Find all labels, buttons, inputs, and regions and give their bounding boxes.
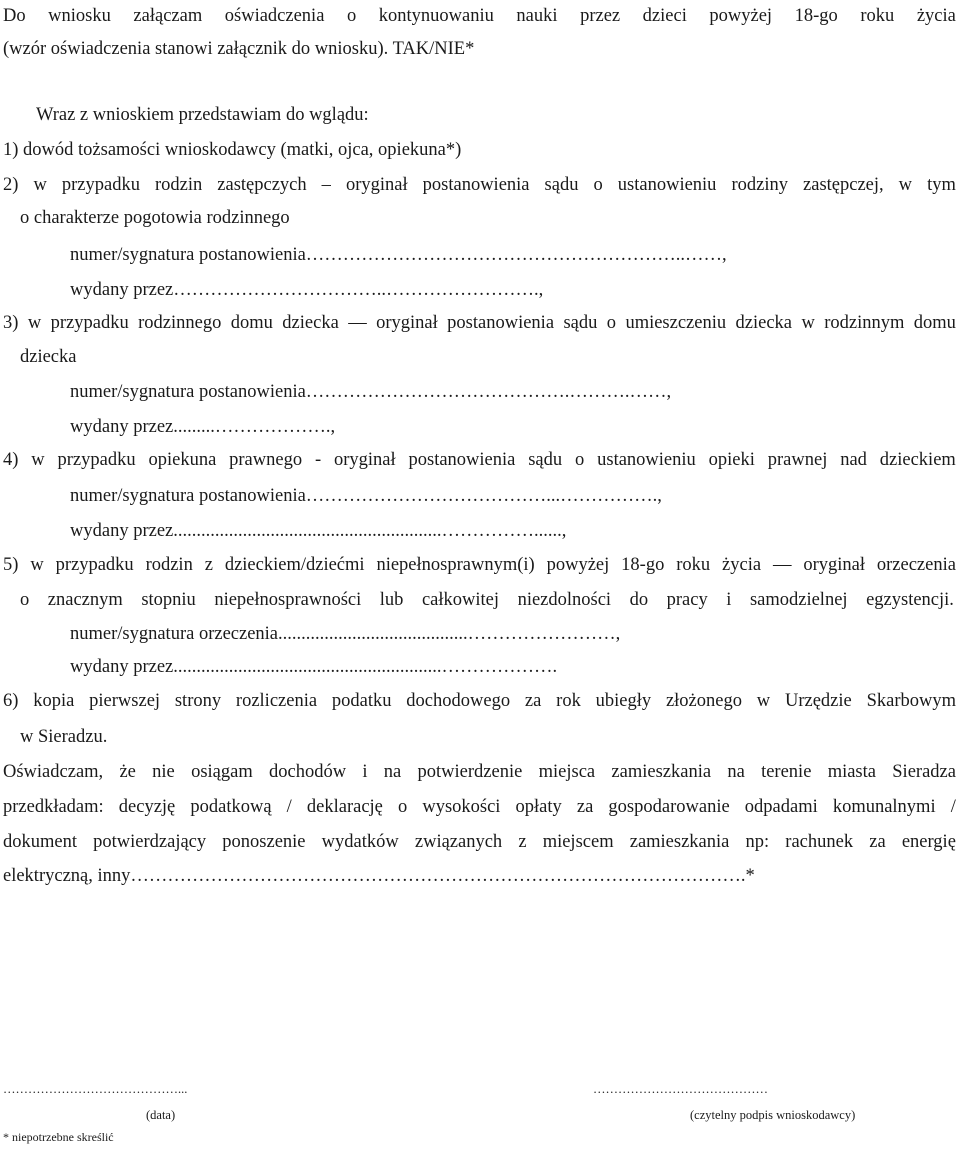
item-5-signature-field: numer/sygnatura orzeczenia.........................................……………………, — [70, 624, 621, 644]
item-6-line-1: 6) kopia pierwszej strony rozliczenia podatku dochodowego za rok ubiegły złożonego w Urzędzie Skarbowym — [3, 691, 956, 711]
item-3-signature-field: numer/sygnatura postanowienia…………………………………….……….……, — [70, 382, 672, 402]
intro-line-1: Do wniosku załączam oświadczenia o kontynuowaniu nauki przez dzieci powyżej 18-go roku życia — [3, 6, 956, 26]
footnote: * niepotrzebne skreślić — [3, 1130, 114, 1144]
date-label: (data) — [146, 1108, 176, 1122]
item-5-line-1: 5) w przypadku rodzin z dzieckiem/dziećmi niepełnosprawnym(i) powyżej 18-go roku życia — oryginał orzeczenia — [3, 555, 956, 575]
item-4-line-1: 4) w przypadku opiekuna prawnego - oryginał postanowienia sądu o ustanowieniu opieki prawnej nad dzieckiem — [3, 450, 956, 470]
declaration-line-4: elektryczną, inny……………………………………………………………………………………….* — [3, 866, 755, 886]
signature-label: (czytelny podpis wnioskodawcy) — [690, 1108, 856, 1122]
item-3-issued-by-field: wydany przez.........………………., — [70, 417, 336, 437]
item-2-issued-by-field: wydany przez……………………………..……………………., — [70, 280, 544, 300]
item-5-line-2: o znacznym stopniu niepełnosprawności lub całkowitej niezdolności do pracy i samodzielnej egzystencji. — [20, 590, 954, 610]
item-4-signature-field: numer/sygnatura postanowienia…………………………………...……………., — [70, 486, 662, 506]
item-1: 1) dowód tożsamości wnioskodawcy (matki, ojca, opiekuna*) — [3, 140, 462, 160]
item-3-line-1: 3) w przypadku rodzinnego domu dziecka — oryginał postanowienia sądu o umieszczeniu dziecka w rodzinnym domu — [3, 313, 956, 333]
item-2-line-1: 2) w przypadku rodzin zastępczych – oryginał postanowienia sądu o ustanowieniu rodziny zastępczej, w tym — [3, 175, 956, 195]
date-field: ……………………………………... — [3, 1082, 188, 1096]
declaration-line-2: przedkładam: decyzję podatkową / deklarację o wysokości opłaty za gospodarowanie odpadami komunalnymi / — [3, 797, 956, 817]
intro-line-2: (wzór oświadczenia stanowi załącznik do wniosku). TAK/NIE* — [3, 39, 475, 59]
item-2-line-2: o charakterze pogotowia rodzinnego — [20, 208, 290, 228]
item-4-issued-by-field: wydany przez..........................................................……………......, — [70, 521, 567, 541]
item-5-issued-by-field: wydany przez..........................................................………………. — [70, 657, 558, 677]
signature-field: …………………………………… — [593, 1082, 768, 1096]
item-2-signature-field: numer/sygnatura postanowienia……………………………………………………..……, — [70, 245, 727, 265]
attachments-heading: Wraz z wnioskiem przedstawiam do wglądu: — [36, 105, 369, 125]
declaration-line-3: dokument potwierdzający ponoszenie wydatków związanych z miejscem zamieszkania np: rachunek za energię — [3, 832, 956, 852]
item-6-line-2: w Sieradzu. — [20, 727, 108, 747]
item-3-line-2: dziecka — [20, 347, 77, 367]
declaration-line-1: Oświadczam, że nie osiągam dochodów i na potwierdzenie miejsca zamieszkania na terenie miasta Sieradza — [3, 762, 956, 782]
